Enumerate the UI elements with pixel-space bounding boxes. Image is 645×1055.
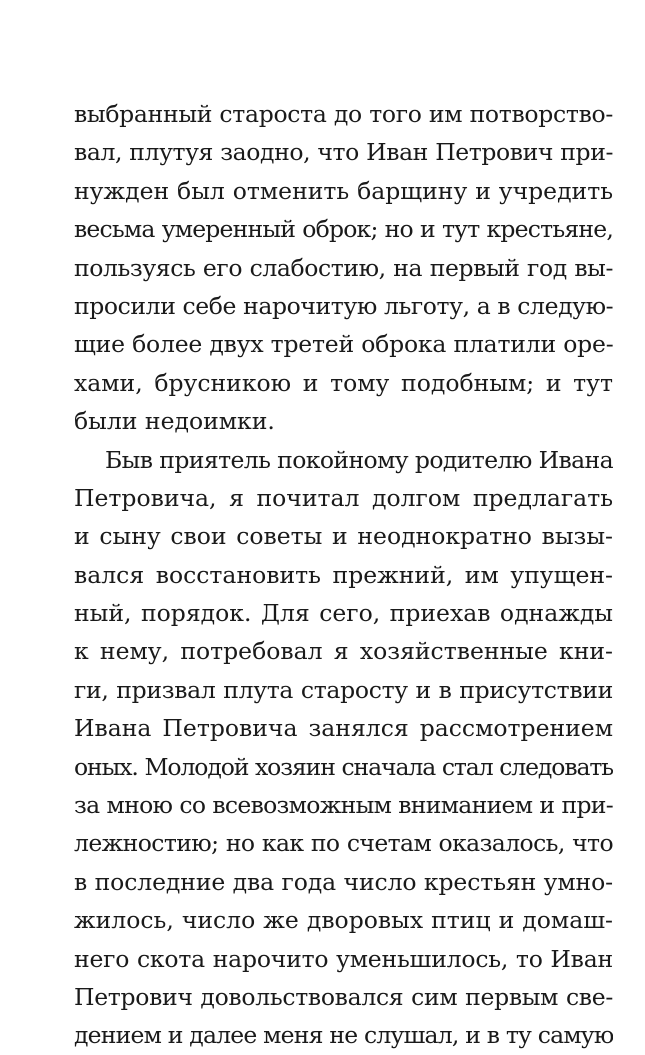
text-line: хами, брусникою и тому подобным; и тут: [74, 368, 613, 397]
text-line: Петровича, я почитал долгом предлагать: [74, 483, 613, 512]
paragraph-2: [74, 441, 613, 1055]
text-line: Ивана Петровича занялся рассмотрением: [74, 714, 613, 743]
text-line: оных. Молодой хозяин сначала стал следовать: [74, 752, 613, 781]
text-line: вал, плутуя заодно, что Иван Петрович при-: [74, 138, 613, 167]
text-line: за мною со всевозможным вниманием и при-: [74, 791, 613, 820]
text-line: Быв приятель покойному родителю Ивана: [105, 445, 613, 474]
text-line: к нему, потребовал я хозяйственные кни-: [74, 637, 613, 666]
text-line: лежностию; но как по счетам оказалось, что: [74, 829, 613, 858]
text-line: в последние два года число крестьян умно-: [74, 867, 613, 896]
text-line: Петрович довольствовался сим первым све-: [74, 982, 613, 1011]
text-line: пользуясь его слабостию, на первый год вы-: [74, 253, 613, 282]
text-line: щие более двух третей оброка платили оре-: [74, 330, 613, 359]
text-line: нужден был отменить барщину и учредить: [74, 176, 613, 205]
text-line: ный, порядок. Для сего, приехав однажды: [74, 599, 613, 628]
text-line: дением и далее меня не слушал, и в ту самую: [74, 1021, 613, 1050]
text-line: вался восстановить прежний, им упущен-: [74, 560, 613, 589]
text-line: весьма умеренный оброк; но и тут крестьяне,: [74, 215, 613, 244]
text-line: ги, призвал плута старосту и в присутствии: [74, 675, 613, 704]
text-line: него скота нарочито уменьшилось, то Иван: [74, 944, 613, 973]
text-line: были недоимки.: [74, 407, 275, 436]
text-line: просили себе нарочитую льготу, а в следую-: [74, 291, 613, 320]
page-text: [74, 95, 613, 1055]
text-line: выбранный староста до того им потворство-: [74, 100, 613, 128]
text-line: жилось, число же дворовых птиц и домаш-: [74, 906, 613, 935]
text-line: и сыну свои советы и неоднократно вызы-: [74, 522, 613, 551]
paragraph-1: [74, 95, 613, 441]
